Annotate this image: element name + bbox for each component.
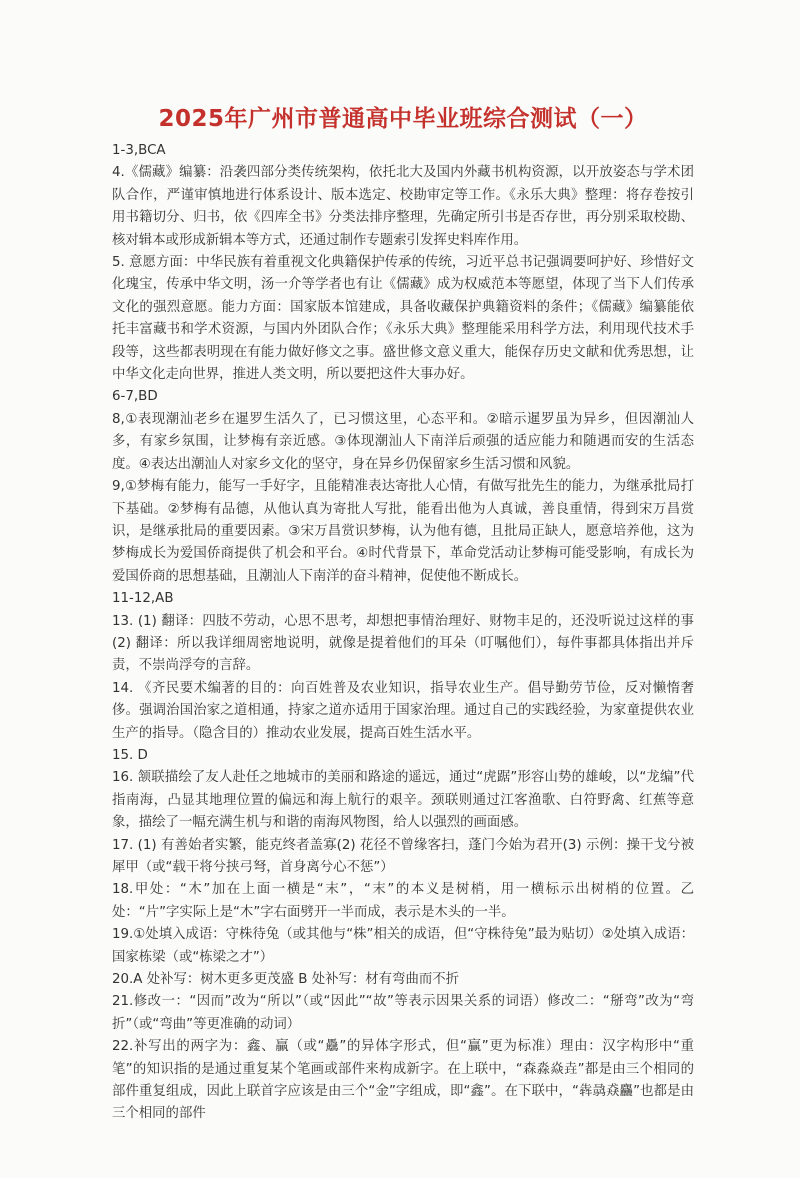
answer-q5: 5. 意愿方面：中华民族有着重视文化典籍保护传承的传统，习近平总书记强调要呵护好、珍惜好文化瑰宝，传承中华文明，汤一介等学者也有让《儒藏》成为权威范本等愿望，体现了当下人们传承文化的强烈意愿。能力方面：国家版本馆建成，具备收藏保护典籍资料的条件；《儒藏》编纂能依托丰富藏书和学术资源，与国内外团队合作；《永乐大典》整理能采用科学方法，利用现代技术手段等，这些都表明现在有能力做好修文之事。盛世修文意义重大，能保存历史文献和优秀思想，让中华文化走向世界，推进人类文明，所以要把这件大事办好。 [112,255,694,383]
answer-q18: 18.甲处：“木”加在上面一横是“末”，“末”的本义是树梢，用一横标示出树梢的位置。乙处：“片”字实际上是“木”字右面劈开一半而成，表示是木头的一半。 [112,882,694,920]
answer-q11-12: 11-12,AB [112,591,174,607]
answer-body [112,140,694,1126]
answer-q21: 21.修改一：“因而”改为“所以”（或“因此”“故”等表示因果关系的词语）修改二：“掰弯”改为“弯折”（或“弯曲”等更准确的动词） [112,994,694,1032]
answer-q17: 17. (1) 有善始者实繁，能克终者盖寡(2) 花径不曾缘客扫，蓬门今始为君开(3) 示例：操干戈兮被犀甲（或“载干将兮挟弓弩，首身离兮心不惩”） [112,837,694,875]
answer-q20: 20.A 处补写：树木更多更茂盛 B 处补写：材有弯曲而不折 [112,972,460,988]
answer-q19: 19.①处填入成语：守株待兔（或其他与“株”相关的成语，但“守株待兔”最为贴切）②处填入成语：国家栋梁（或“栋梁之才”） [112,927,694,965]
answer-q6-7: 6-7,BD [112,389,158,405]
answer-q1-3: 1-3,BCA [112,143,166,158]
answer-q4: 4.《儒藏》编纂：沿袭四部分类传统架构，依托北大及国内外藏书机构资源，以开放姿态与学术团队合作，严谨审慎地进行体系设计、版本选定、校勘审定等工作。《永乐大典》整理：将存卷按引用书籍切分、归书，依《四库全书》分类法排序整理，先确定所引书是否存世，再分别采取校勘、核对辑本或形成新辑本等方式，还通过制作专题索引发挥史料库作用。 [112,165,694,248]
page-title: 2025年广州市普通高中毕业班综合测试（一） [158,106,648,132]
answer-q8: 8,①表现潮汕老乡在暹罗生活久了，已习惯这里，心态平和。②暗示暹罗虽为异乡，但因潮汕人多，有家乡氛围，让梦梅有亲近感。③体现潮汕人下南洋后顽强的适应能力和随遇而安的生活态度。④表达出潮汕人对家乡文化的坚守，身在异乡仍保留家乡生活习惯和风貌。 [112,411,694,472]
answer-q22: 22.补写出的两字为：鑫、贏（或“驫”的异体字形式，但“贏”更为标准）理由：汉字构形中“重笔”的知识指的是通过重复某个笔画或部件来构成新字。在上联中，“森淼焱垚”都是由三个相同的部件重复组成，因此上联首字应该是由三个“金”字组成，即“鑫”。在下联中，“犇骉猋麤”也都是由三个相同的部件 [112,1039,694,1122]
answer-q16: 16. 颔联描绘了友人赴任之地城市的美丽和路途的遥远，通过“虎踞”形容山势的雄峻，以“龙编”代指南海，凸显其地理位置的偏远和海上航行的艰辛。颈联则通过江客渔歌、白符野禽、红蕉等意象，描绘了一幅充满生机与和谐的南海风物图，给人以强烈的画面感。 [112,770,694,831]
answer-q13: 13. (1) 翻译：四肢不劳动，心思不思考，却想把事情治理好、财物丰足的，还没听说过这样的事(2) 翻译：所以我详细周密地说明，就像是提着他们的耳朵（叮嘱他们），每件事都具体指出并斥责，不崇尚浮夸的言辞。 [112,613,694,674]
answer-q14: 14. 《齐民要术编著的目的：向百姓普及农业知识，指导农业生产。倡导勤劳节俭，反对懒惰奢侈。强调治国治家之道相通，持家之道亦适用于国家治理。通过自己的实践经验，为家童提供农业生产的指导。（隐含目的）推动农业发展，提高百姓生活水平。 [112,680,694,741]
answer-q15: 15. D [112,747,148,763]
answer-q9: 9,①梦梅有能力，能写一手好字，且能精准表达寄批人心情，有做写批先生的能力，为继承批局打下基础。②梦梅有品德，从他认真为寄批人写批，能看出他为人真诚，善良重情，得到宋万昌赏识，是继承批局的重要因素。③宋万昌赏识梦梅，认为他有德，且批局正缺人，愿意培养他，这为梦梅成长为爱国侨商提供了机会和平台。④时代背景下，革命党活动让梦梅可能受影响，有成长为爱国侨商的思想基础，且潮汕人下南洋的奋斗精神，促使他不断成长。 [112,479,694,584]
